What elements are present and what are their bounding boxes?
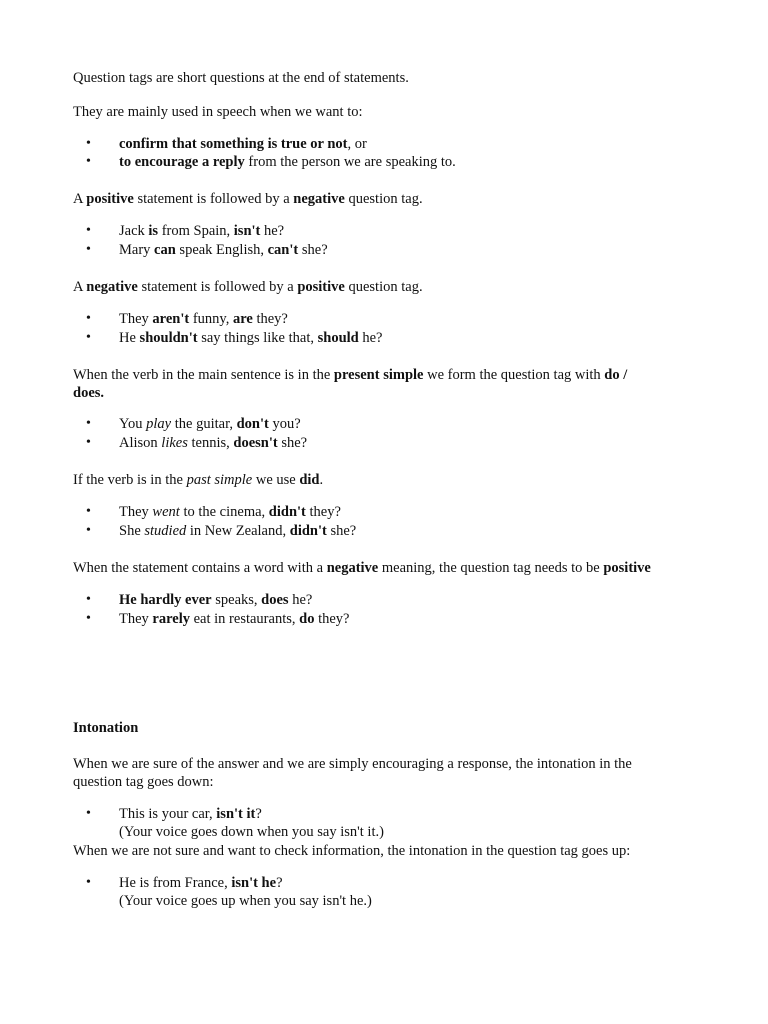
example-they-funny: They aren't funny, are they?: [119, 311, 288, 327]
bullet: •: [86, 416, 91, 431]
bullet: •: [86, 311, 91, 326]
example-jack: Jack is from Spain, isn't he?: [119, 223, 285, 239]
bullet: •: [86, 242, 91, 257]
example-you-play: You play the guitar, don't you?: [119, 416, 301, 432]
example-alison-likes: Alison likes tennis, doesn't she?: [119, 435, 308, 451]
bullet: •: [86, 435, 91, 450]
bullet: •: [86, 504, 91, 519]
bullet: •: [86, 875, 91, 890]
example-she-studied: She studied in New Zealand, didn't she?: [119, 523, 357, 539]
example-he-shouldnt: He shouldn't say things like that, should he?: [119, 330, 383, 346]
sure-intonation-rule-continued: question tag goes down:: [73, 774, 214, 790]
past-simple-rule: If the verb is in the past simple we use did.: [73, 472, 324, 488]
negative-statement-rule: A negative statement is followed by a positive question tag.: [73, 279, 423, 295]
example-rarely: They rarely eat in restaurants, do they?: [119, 611, 350, 627]
bullet: •: [86, 523, 91, 538]
sure-intonation-rule: When we are sure of the answer and we are simply encouraging a response, the intonation in the: [73, 756, 632, 772]
example-mary: Mary can speak English, can't she?: [119, 242, 328, 258]
negative-word-rule: When the statement contains a word with a negative meaning, the question tag needs to be positive: [73, 560, 651, 576]
bullet: •: [86, 611, 91, 626]
example-they-went: They went to the cinema, didn't they?: [119, 504, 341, 520]
usage-item-confirm: confirm that something is true or not, or: [119, 136, 367, 152]
intonation-heading: Intonation: [73, 720, 139, 736]
bullet: •: [86, 806, 91, 821]
bullet: •: [86, 136, 91, 151]
present-simple-rule-continued: does.: [73, 385, 105, 401]
bullet: •: [86, 223, 91, 238]
example-your-car: This is your car, isn't it?: [119, 806, 262, 822]
intro-paragraph: Question tags are short questions at the end of statements.: [73, 70, 409, 86]
example-from-france-note: (Your voice goes up when you say isn't he.): [119, 893, 372, 909]
positive-statement-rule: A positive statement is followed by a negative question tag.: [73, 191, 423, 207]
bullet: •: [86, 592, 91, 607]
bullet: •: [86, 330, 91, 345]
unsure-intonation-rule: When we are not sure and want to check information, the intonation in the question tag goes up:: [73, 843, 631, 859]
usage-item-encourage: to encourage a reply from the person we are speaking to.: [119, 154, 456, 170]
present-simple-rule: When the verb in the main sentence is in the present simple we form the question tag with do /: [73, 367, 628, 383]
example-from-france: He is from France, isn't he?: [119, 875, 283, 891]
usage-intro: They are mainly used in speech when we want to:: [73, 104, 363, 120]
example-your-car-note: (Your voice goes down when you say isn't it.): [119, 824, 384, 840]
bullet: •: [86, 154, 91, 169]
example-hardly-ever: He hardly ever speaks, does he?: [119, 592, 313, 608]
